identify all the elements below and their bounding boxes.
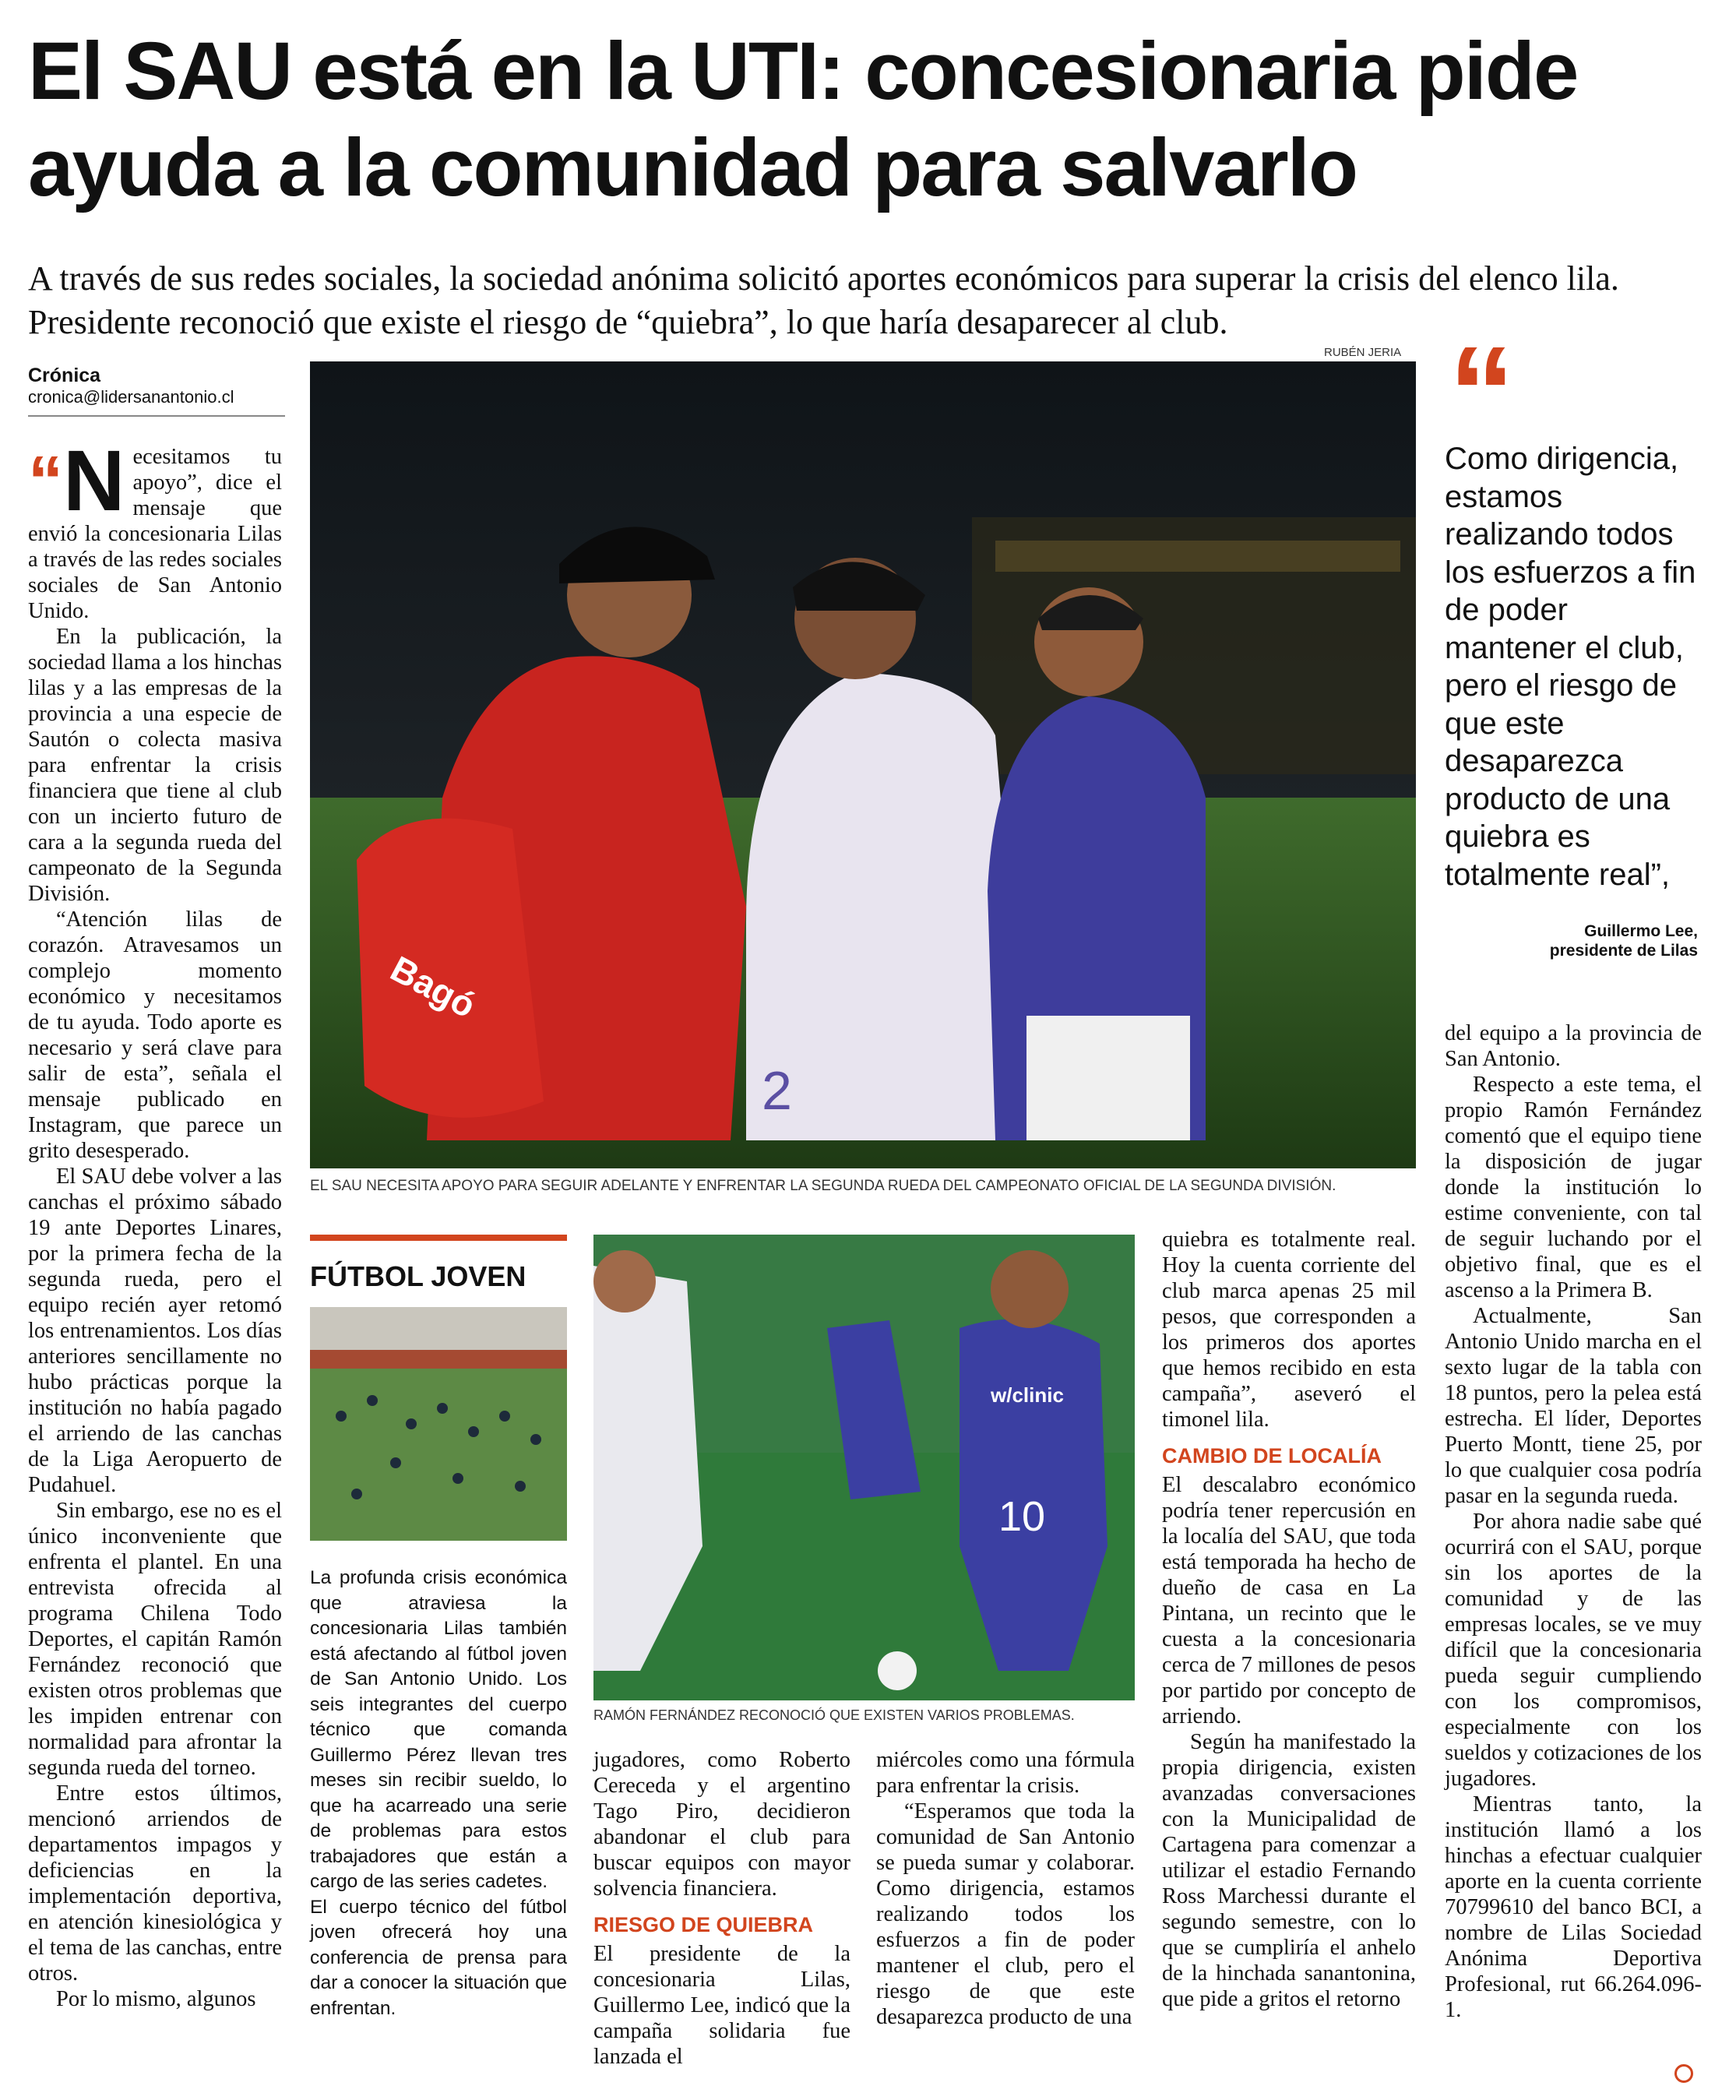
sidebar-body <box>310 1566 567 2021</box>
column-1-paragraph: “Atención lilas de corazón. Atravesamos un complejo momento económico y necesitamos de tu ayuda. Todo aporte es necesario y será clave para salir de esta”, señala el mensaje publicado en Instagram, que parece un grito desesperado. <box>28 907 282 1163</box>
column-4-paragraph: miércoles como una fórmula para enfrentar la crisis. <box>876 1748 1135 1798</box>
dropcap <box>28 433 125 529</box>
column-3 <box>593 1747 850 2070</box>
pullquote-mark: “ <box>1449 319 1515 467</box>
column-1 <box>28 433 282 2012</box>
column-4 <box>876 1747 1135 2030</box>
column-5 <box>1162 1227 1416 2012</box>
column-6-paragraph: Respecto a este tema, el propio Ramón Fernández comentó que el equipo tiene la disposición de jugar donde la institución lo estime conveniente, con tal de seguir luchando por el objetivo final, que es el ascenso a la Primera B. <box>1445 1073 1702 1302</box>
sidebar-paragraph: El cuerpo técnico del fútbol joven ofrecerá hoy una conferencia de prensa para dar a conocer la situación que enfrentan. <box>310 1896 567 2019</box>
byline-divider <box>28 415 285 417</box>
column-3-paragraph: jugadores, como Roberto Cereceda y el argentino Tago Piro, decidieron abandonar el club para buscar equipos con mayor solvencia financiera. <box>593 1748 850 1901</box>
second-photo <box>593 1235 1135 1700</box>
headline-line-2: ayuda a la comunidad para salvarlo <box>28 122 1357 213</box>
column-5-paragraph: quiebra es totalmente real. Hoy la cuenta corriente del club marca apenas 25 mil pesos, que corresponden a los primeros dos aportes que hemos recibido en esta campaña”, aseveró el timonel lila. <box>1162 1228 1416 1432</box>
second-photo-jersey-number: 10 <box>998 1493 1046 1540</box>
second-photo-illustration <box>593 1235 1135 1700</box>
column-1-paragraph: Entre estos últimos, mencionó arriendos de departamentos impagos y deficiencias en la implementación deportiva, en atención kinesiológica y el tema de las canchas, entre otros. <box>28 1781 282 1985</box>
main-photo <box>310 361 1416 1168</box>
pullquote-attribution <box>1449 921 1698 960</box>
column-3-heading: RIESGO DE QUIEBRA <box>593 1913 814 1936</box>
column-6 <box>1445 1020 1702 2023</box>
column-6-paragraph: Mientras tanto, la institución llamó a los hinchas a efectuar cualquier aporte en la cuenta corriente 70799610 del banco BCI, a nombre de Lilas Sociedad Anónima Deportiva Profesional, rut 66.264.096-1. <box>1445 1792 1702 2022</box>
headline <box>28 23 1718 217</box>
pullquote-author: Guillermo Lee, <box>1584 922 1698 940</box>
dropcap-quote: “ <box>28 442 63 520</box>
dropcap-letter: N <box>63 433 125 529</box>
column-5-heading: CAMBIO DE LOCALÍA <box>1162 1444 1382 1468</box>
column-5-paragraph: Según ha manifestado la propia dirigencia, existen avanzadas conversaciones con la Municipalidad de Cartagena para comenzar a utilizar el estadio Fernando Ross Marchessi durante el segundo semestre, con lo que se cumpliría el anhelo de la hinchada sanantonina, que pide a gritos el retorno <box>1162 1730 1416 2011</box>
column-1-paragraph: Sin embargo, ese no es el único inconveniente que enfrenta el plantel. En una entrevista ofrecida al programa Chilena Todo Deportes, el capitán Ramón Fernández reconoció que existen otros problemas que les impiden entrenar con normalidad para afrontar la segunda rueda del torneo. <box>28 1499 282 1780</box>
column-6-paragraph: Actualmente, San Antonio Unido marcha en el sexto lugar de la tabla con 18 puntos, pero la pelea está estrecha. El líder, Deportes Puerto Montt, tiene 25, por lo que cualquier cosa podría pasar en la segunda rueda. <box>1445 1304 1702 1508</box>
column-1-paragraph: El SAU debe volver a las canchas el próximo sábado 19 ante Deportes Linares, por la primera fecha de la segunda rueda, pero el equipo recién ayer retomó los entrenamientos. Los días anteriores sencillamente no hubo prácticas porque la institución no había pagado el arriendo de las canchas de la Liga Aeropuerto de Pudahuel. <box>28 1165 282 1497</box>
second-photo-caption: RAMÓN FERNÁNDEZ RECONOCIÓ QUE EXISTEN VARIOS PROBLEMAS. <box>593 1707 1075 1723</box>
column-6-paragraph: del equipo a la provincia de San Antonio. <box>1445 1021 1702 1071</box>
column-1-paragraph: ecesitamos tu apoyo”, dice el mensaje que envió la concesionaria Lilas a través de las redes sociales sociales de San Antonio Unido. <box>28 445 282 623</box>
sidebar-title: FÚTBOL JOVEN <box>310 1260 526 1292</box>
photo-credit: RUBÉN JERIA <box>1324 346 1402 359</box>
main-photo-jersey-number: 2 <box>762 1060 792 1121</box>
column-5-paragraph: El descalabro económico podría tener repercusión en la localía del SAU, que toda está temporada ha hecho de dueño de casa en La Pintana, un recinto que le cuesta a la concesionaria cerca de 7 millones de pesos por partido por concepto de arriendo. <box>1162 1473 1416 1728</box>
subhead-line-2: Presidente reconoció que existe el riesgo de “quiebra”, lo que haría desaparecer al club. <box>28 303 1228 341</box>
column-1-paragraph: En la publicación, la sociedad llama a los hinchas lilas y a las empresas de la provincia a una especie de Sautón o colecta masiva para enfrentar la crisis financiera que tiene al club con un incierto futuro de cara a la segunda rueda del campeonato de la Segunda División. <box>28 625 282 906</box>
sidebar-top-rule <box>310 1235 567 1241</box>
sidebar-paragraph: La profunda crisis económica que atraviesa la concesionaria Lilas también está afectando al fútbol joven de San Antonio Unido. Los seis integrantes del cuerpo técnico que comanda Guillermo Pérez llevan tres meses sin recibir sueldo, lo que ha acarreado una serie de problemas para estos trabajadores que están a cargo de las series cadetes. <box>310 1567 567 1892</box>
main-photo-caption: EL SAU NECESITA APOYO PARA SEGUIR ADELANTE Y ENFRENTAR LA SEGUNDA RUEDA DEL CAMPEONATO OFICIAL DE LA SEGUNDA DIVISIÓN. <box>310 1178 1336 1194</box>
main-photo-illustration <box>310 361 1416 1168</box>
column-4-paragraph: “Esperamos que toda la comunidad de San Antonio se pueda sumar y colaborar. Como dirigencia, estamos realizando todos los esfuerzos a fin de poder mantener el club, pero el riesgo de que este desaparezca producto de una <box>876 1799 1135 2029</box>
column-3-paragraph: El presidente de la concesionaria Lilas, Guillermo Lee, indicó que la campaña solidaria fue lanzada el <box>593 1942 850 2069</box>
subhead-line-1: A través de sus redes sociales, la sociedad anónima solicitó aportes económicos para superar la crisis del elenco lila. <box>28 259 1619 298</box>
headline-line-1: El SAU está en la UTI: concesionaria pide <box>28 26 1578 117</box>
sidebar-photo <box>310 1307 567 1541</box>
sidebar-photo-illustration <box>310 1307 567 1541</box>
end-mark-icon <box>1674 2064 1693 2083</box>
column-1-paragraph: Por lo mismo, algunos <box>56 1987 256 2011</box>
column-6-paragraph: Por ahora nadie sabe qué ocurrirá con el SAU, porque sin los aportes de la comunidad y de las empresas locales, se ve muy difícil que la concesionaria pueda seguir cumpliendo con los compromisos, especialmente con los sueldos y cotizaciones de los jugadores. <box>1445 1510 1702 1791</box>
pullquote-text: Como dirigencia, estamos realizando todos los esfuerzos a fin de poder mantener el club, pero el riesgo de que este desaparezca producto de una quiebra es totalmente real”, <box>1445 442 1696 892</box>
bag-brand: Bagó <box>384 947 483 1026</box>
pullquote-role: presidente de Lilas <box>1549 942 1698 960</box>
byline-section: Crónica <box>28 365 101 386</box>
byline <box>28 365 285 417</box>
byline-email[interactable]: cronica@lidersanantonio.cl <box>28 387 234 407</box>
second-photo-sponsor: w/clinic <box>991 1383 1064 1407</box>
